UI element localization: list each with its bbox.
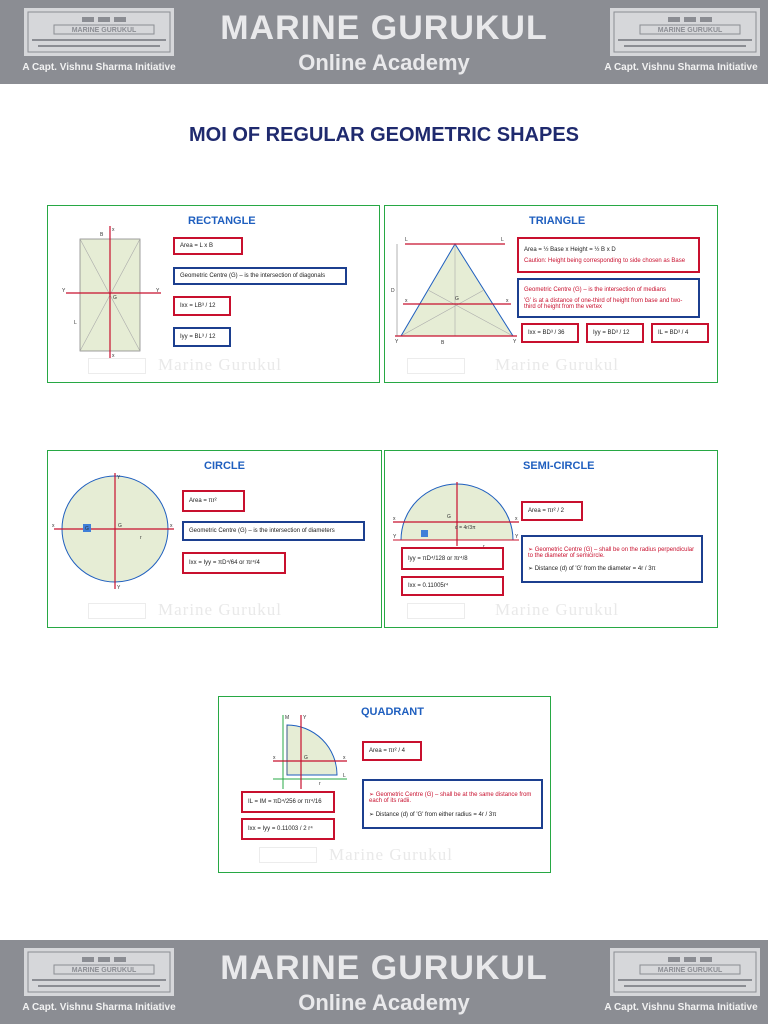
area-formula: Area = πr² / 2 xyxy=(521,501,583,521)
watermark: Marine Gurukul xyxy=(495,600,620,619)
semicircle-card xyxy=(384,450,718,628)
centre-text: ➢ Geometric Centre (G) – shall be at the same distance from each of its radii. xyxy=(369,791,532,804)
moi-formula: Ixx = Iyy = πD⁴/64 or πr⁴/4 xyxy=(182,552,286,574)
svg-text:Y: Y xyxy=(117,475,121,481)
il-im-formula: IL = IM = πD⁴/256 or πr⁴/16 xyxy=(241,791,335,813)
svg-text:x: x xyxy=(112,353,115,359)
brand-name: MARINE GURUKUL xyxy=(220,9,548,47)
svg-text:G: G xyxy=(85,526,89,532)
svg-text:x: x xyxy=(405,298,408,304)
svg-text:Y: Y xyxy=(62,288,66,294)
ixx-formula: Ixx = 0.11005r⁴ xyxy=(401,576,504,596)
ship-logo-icon xyxy=(24,948,174,996)
ship-logo-icon xyxy=(610,948,760,996)
svg-text:x: x xyxy=(515,516,518,522)
area-formula: Area = πr² / 4 xyxy=(362,741,422,761)
svg-text:x: x xyxy=(506,298,509,304)
svg-text:G: G xyxy=(118,523,122,529)
svg-text:Y: Y xyxy=(156,288,160,294)
svg-text:Y: Y xyxy=(395,339,399,345)
centre-note xyxy=(521,535,703,583)
svg-text:Y: Y xyxy=(393,534,397,540)
logo-text: MARINE GURUKUL xyxy=(71,27,137,34)
triangle-diagram xyxy=(389,232,519,347)
centre-text: ➢ Geometric Centre (G) – shall be on the radius perpendicular to the diameter of semicircle. xyxy=(528,547,695,559)
watermark: Marine Gurukul xyxy=(158,600,283,619)
svg-text:r: r xyxy=(483,544,485,548)
svg-text:Y: Y xyxy=(303,715,307,721)
quadrant-diagram xyxy=(271,711,351,793)
distance-text: ➢ Distance (d) of 'G' from the diameter = 4r / 3π xyxy=(528,566,656,572)
svg-text:B: B xyxy=(100,232,104,238)
svg-text:x: x xyxy=(273,755,276,761)
il-formula: IL = BD³ / 4 xyxy=(651,323,709,343)
brand-subtitle: Online Academy xyxy=(298,50,470,75)
header-banner xyxy=(0,0,768,84)
area-formula xyxy=(517,237,700,273)
svg-text:G: G xyxy=(455,296,459,302)
ixx-formula: Ixx = BD³ / 36 xyxy=(521,323,579,343)
svg-text:x: x xyxy=(170,523,173,529)
card-title: SEMI-CIRCLE xyxy=(523,460,595,472)
semicircle-diagram xyxy=(391,478,521,548)
page-title: MOI OF REGULAR GEOMETRIC SHAPES xyxy=(188,124,580,146)
brand-name: MARINE GURUKUL xyxy=(220,949,548,987)
centre-note: Geometric Centre (G) – is the intersection of diameters xyxy=(182,521,365,541)
tagline: A Capt. Vishnu Sharma Initiative xyxy=(22,62,176,73)
centre-note xyxy=(362,779,543,829)
card-title: QUADRANT xyxy=(361,706,424,718)
svg-text:d = 4r/3π: d = 4r/3π xyxy=(455,525,476,531)
svg-text:G: G xyxy=(447,514,451,520)
ixx-formula: Ixx = LB³ / 12 xyxy=(173,296,231,316)
watermark: Marine Gurukul xyxy=(329,845,454,864)
circle-card xyxy=(47,450,382,628)
svg-text:B: B xyxy=(441,340,445,346)
svg-text:L: L xyxy=(74,320,77,326)
logo-text: MARINE GURUKUL xyxy=(657,27,723,34)
centre-note xyxy=(517,278,700,318)
area-text: Area = ½ Base x Height = ½ B x D xyxy=(524,246,616,253)
svg-text:x: x xyxy=(393,516,396,522)
svg-text:Y: Y xyxy=(117,585,121,591)
svg-text:L: L xyxy=(405,237,408,243)
card-title: TRIANGLE xyxy=(529,215,586,227)
logo-text: MARINE GURUKUL xyxy=(71,967,137,974)
caution-note: Caution: Height being corresponding to side chosen as Base xyxy=(524,257,686,264)
watermark: Marine Gurukul xyxy=(495,355,620,374)
card-title: CIRCLE xyxy=(204,460,245,472)
card-title: RECTANGLE xyxy=(188,215,256,227)
svg-text:L: L xyxy=(343,773,346,779)
tagline: A Capt. Vishnu Sharma Initiative xyxy=(604,1002,758,1013)
tagline: A Capt. Vishnu Sharma Initiative xyxy=(22,1002,176,1013)
ship-logo-icon xyxy=(24,8,174,56)
tagline: A Capt. Vishnu Sharma Initiative xyxy=(604,62,758,73)
distance-text: ➢ Distance (d) of 'G' from either radius = 4r / 3π xyxy=(369,811,497,818)
svg-text:x: x xyxy=(112,227,115,233)
quadrant-card xyxy=(218,696,551,873)
svg-text:r: r xyxy=(140,535,142,541)
iyy-formula: Iyy = BL³ / 12 xyxy=(173,327,231,347)
svg-text:x: x xyxy=(52,523,55,529)
centre-text: Geometric Centre (G) – is the intersection of medians xyxy=(524,286,667,293)
svg-text:D: D xyxy=(391,288,395,294)
svg-text:x: x xyxy=(343,755,346,761)
area-formula: Area = L x B xyxy=(173,237,243,255)
circle-diagram xyxy=(50,471,178,595)
svg-text:M: M xyxy=(285,715,290,721)
svg-text:G: G xyxy=(113,295,117,301)
svg-text:r: r xyxy=(319,781,321,787)
ixx-iyy-formula: Ixx = Iyy = 0.11003 / 2 r⁴ xyxy=(241,818,335,840)
rectangle-card xyxy=(47,205,380,383)
g-position-note: 'G' is at a distance of one-third of height from base and two-third of height from the vertex xyxy=(524,297,683,310)
rectangle-diagram xyxy=(56,224,171,362)
triangle-card xyxy=(384,205,718,383)
iyy-formula: Iyy = BD³ / 12 xyxy=(586,323,644,343)
ship-logo-icon xyxy=(610,8,760,56)
svg-text:Y: Y xyxy=(513,339,517,345)
watermark: Marine Gurukul xyxy=(158,355,283,374)
area-formula: Area = πr² xyxy=(182,490,245,512)
footer-banner xyxy=(0,940,768,1024)
iyy-formula: Iyy = πD⁴/128 or πr⁴/8 xyxy=(401,547,504,570)
brand-subtitle: Online Academy xyxy=(298,990,470,1015)
logo-text: MARINE GURUKUL xyxy=(657,967,723,974)
svg-text:G: G xyxy=(304,755,308,761)
svg-text:Y: Y xyxy=(515,534,519,540)
centre-note: Geometric Centre (G) – is the intersection of diagonals xyxy=(173,267,347,285)
svg-text:L: L xyxy=(501,237,504,243)
